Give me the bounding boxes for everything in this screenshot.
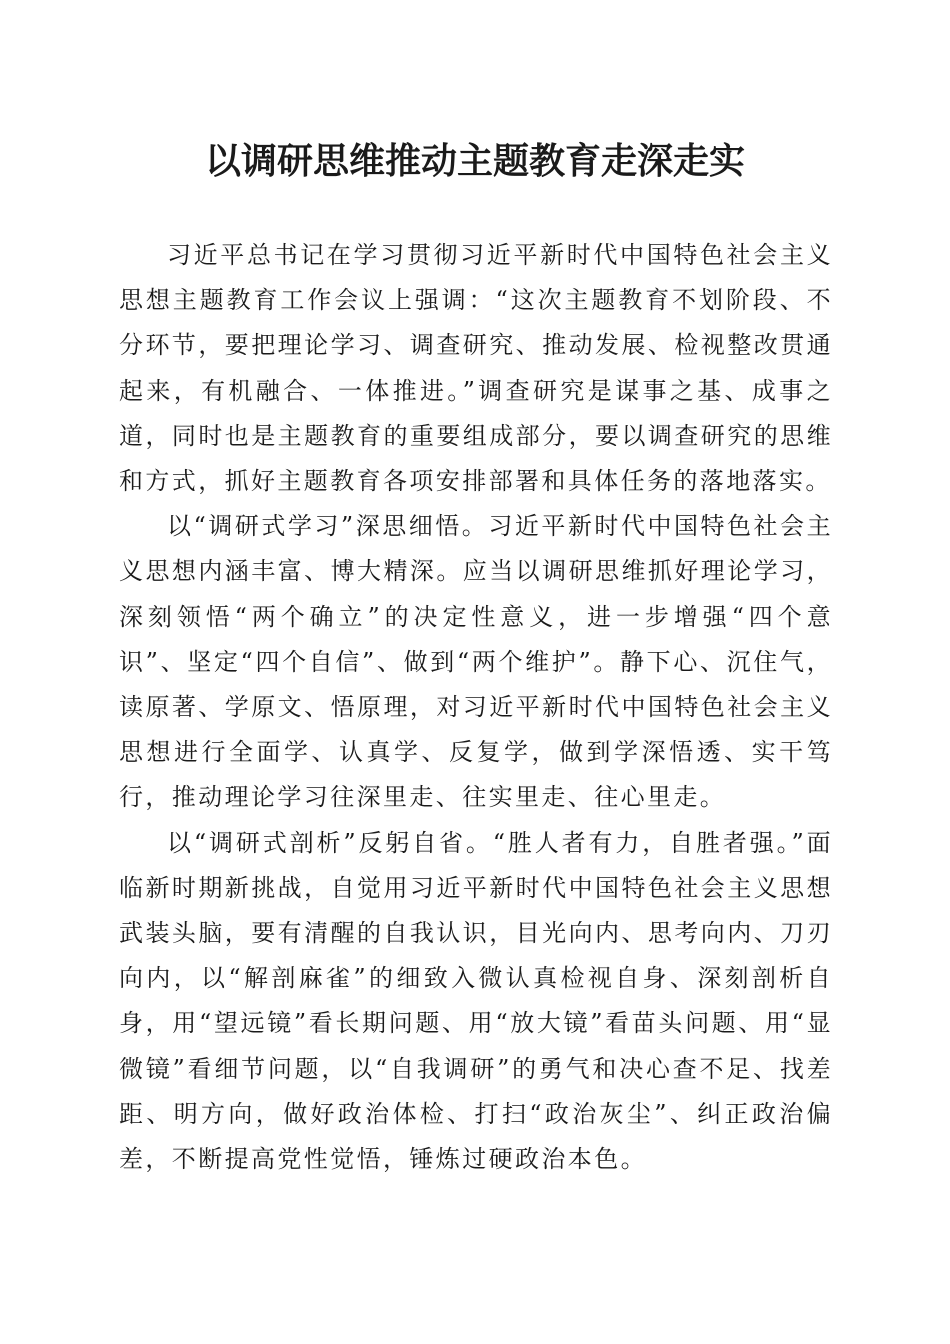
paragraph-study: 以“调研式学习”深思细悟。习近平新时代中国特色社会主义思想内涵丰富、博大精深。应当以调研思维抓好理论学习，深刻领悟“两个确立”的决定性意义，进一步增强“四个意识”、坚定“四个自信”、做到“两个维护”。静下心、沉住气，读原著、学原文、悟原理，对习近平新时代中国特色社会主义思想进行全面学、认真学、反复学，做到学深悟透、实干笃行，推动理论学习往深里走、往实里走、往心里走。 <box>119 512 833 812</box>
document-title: 以调研思维推动主题教育走深走实 <box>204 140 745 182</box>
paragraph-self-analysis: 以“调研式剖析”反躬自省。“胜人者有力，自胜者强。”面临新时期新挑战，自觉用习近平新时代中国特色社会主义思想武装头脑，要有清醒的自我认识，目光向内、思考向内、刀刃向内，以“解剖麻雀”的细致入微认真检视自身、深刻剖析自身，用“望远镜”看长期问题、用“放大镜”看苗头问题、用“显微镜”看细节问题，以“自我调研”的勇气和决心查不足、找差距、明方向，做好政治体检、打扫“政治灰尘”、纠正政治偏差，不断提高党性觉悟，锤炼过硬政治本色。 <box>119 828 833 1174</box>
paragraph-intro: 习近平总书记在学习贯彻习近平新时代中国特色社会主义思想主题教育工作会议上强调：“这次主题教育不划阶段、不分环节，要把理论学习、调查研究、推动发展、检视整改贯通起来，有机融合、一体推进。”调查研究是谋事之基、成事之道，同时也是主题教育的重要组成部分，要以调查研究的思维和方式，抓好主题教育各项安排部署和具体任务的落地落实。 <box>119 241 833 496</box>
document-body <box>119 233 833 1182</box>
